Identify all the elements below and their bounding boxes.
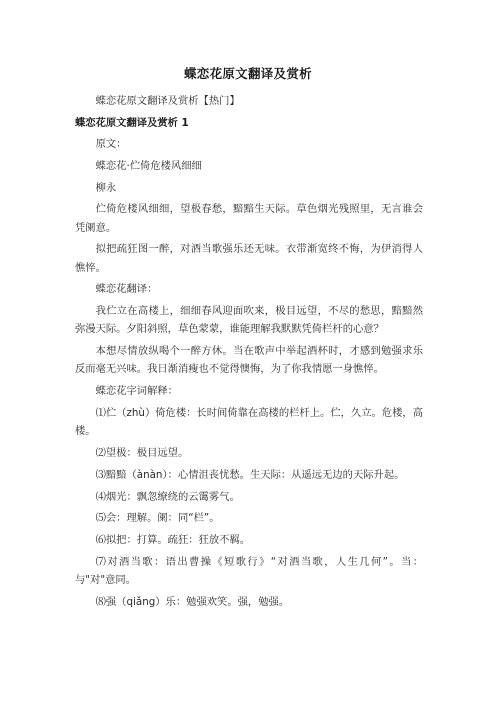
document-body (75, 92, 423, 615)
translation-label: 蝶恋花翻译： (95, 283, 158, 296)
poem-paragraph-2: 拟把疏狂图一醉，对酒当歌强乐还无味。衣带渐宽终不悔，为伊消得人憔悴。 (75, 243, 423, 274)
translation-paragraph-1: 我伫立在高楼上，细细春风迎面吹来，极目远望，不尽的愁思，黯黯然弥漫天际。夕阳斜照，草色蒙蒙，谁能理解我默默凭倚栏杆的心意？ (75, 305, 423, 336)
note-item: ⑹拟把：打算。疏狂：狂放不羁。 (95, 534, 251, 547)
note-item: ⑵望极：极目远望。 (95, 446, 189, 459)
translation-paragraph-2: 本想尽情放纵喝个一醉方休。当在歌声中举起酒杯时，才感到勉强求乐反而毫无兴味。我日渐消瘦也不觉得懊悔，为了你我情愿一身憔悴。 (75, 345, 423, 376)
document-title: 蝶恋花原文翻译及赏析 (183, 66, 312, 81)
note-item: ⑴伫（zhù）倚危楼：长时间倚靠在高楼的栏杆上。伫，久立。危楼，高楼。 (75, 406, 423, 438)
notes-label: 蝶恋花字词解释： (95, 385, 178, 398)
section-heading: 蝶恋花原文翻译及赏析 1 (75, 116, 189, 129)
poem-title: 蝶恋花·伫倚危楼风细细 (95, 159, 202, 172)
note-item: ⑶黯黯（ànàn）：心情沮丧忧愁。生天际：从遥远无边的天际升起。 (95, 468, 405, 481)
note-item: ⑻强（qiǎng）乐：勉强欢笑。强，勉强。 (95, 595, 290, 608)
note-item: ⑺对酒当歌：语出曹操《短歌行》“对酒当歌，人生几何”。当：与"对"意同。 (75, 555, 423, 587)
document-subtitle: 蝶恋花原文翻译及赏析【热门】 (95, 95, 240, 107)
note-item: ⑷烟光：飘忽缭绕的云霭雾气。 (95, 490, 240, 503)
original-label: 原文： (95, 138, 127, 150)
note-item: ⑸会：理解。阑：同“栏”。 (95, 512, 220, 525)
poem-author: 柳永 (95, 181, 117, 194)
poem-paragraph-1: 伫倚危楼风细细，望极春愁，黯黯生天际。草色烟光残照里，无言谁会凭阑意。 (75, 203, 423, 234)
